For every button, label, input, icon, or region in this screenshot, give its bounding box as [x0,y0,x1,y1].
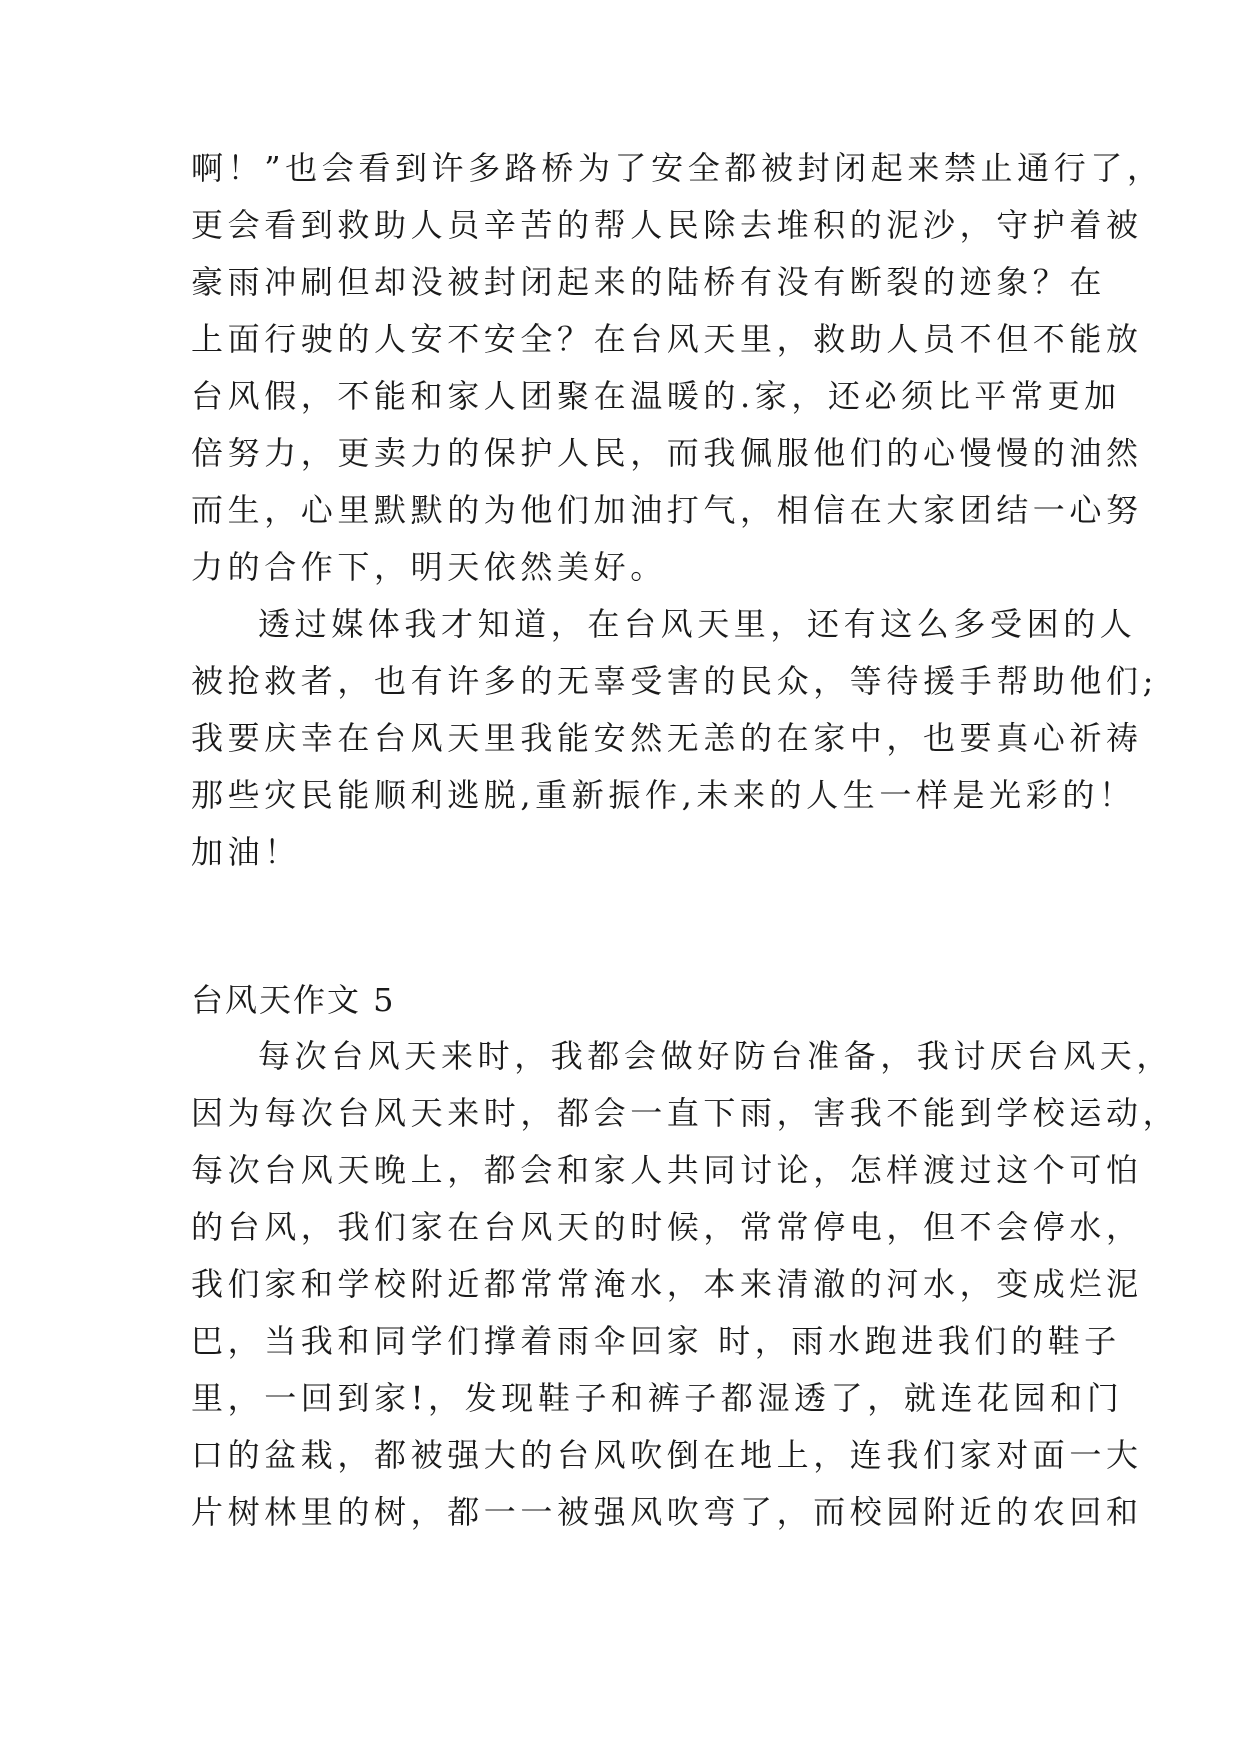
text-line: 倍努力，更卖力的保护人民，而我佩服他们的心慢慢的油然 [191,434,1143,472]
text-line: 台风假，不能和家人团聚在温暖的.家，还必须比平常更加 [191,377,1121,415]
text-line: 而生，心里默默的为他们加油打气，相信在大家团结一心努 [191,491,1143,529]
text-line: 我要庆幸在台风天里我能安然无恙的在家中，也要真心祈祷 [191,719,1143,757]
text-line: 片树林里的树，都一一被强风吹弯了，而校园附近的农回和 [191,1493,1143,1531]
text-line: 我们家和学校附近都常常淹水，本来清澈的河水，变成烂泥 [191,1265,1143,1303]
text-line: 的台风，我们家在台风天的时候，常常停电，但不会停水， [191,1208,1143,1246]
text-line: 口的盆栽，都被强大的台风吹倒在地上，连我们家对面一大 [191,1436,1143,1474]
text-line: 因为每次台风天来时，都会一直下雨，害我不能到学校运动， [191,1094,1180,1132]
text-line: 被抢救者，也有许多的无辜受害的民众，等待援手帮助他们; [191,662,1158,700]
text-line: 啊！”也会看到许多路桥为了安全都被封闭起来禁止通行了， [191,149,1164,187]
paragraph-first-line: 透过媒体我才知道，在台风天里，还有这么多受困的人 [258,605,1137,643]
text-line: 加油！ [191,833,301,871]
section-title: 台风天作文 5 [191,981,396,1019]
text-line: 里，一回到家!，发现鞋子和裤子都湿透了，就连花园和门 [191,1379,1124,1417]
paragraph-first-line: 每次台风天来时，我都会做好防台准备，我讨厌台风天， [258,1037,1174,1075]
text-line: 豪雨冲刷但却没被封闭起来的陆桥有没有断裂的迹象？在 [191,263,1107,301]
text-line: 每次台风天晚上，都会和家人共同讨论，怎样渡过这个可怕 [191,1151,1143,1189]
text-line: 巴，当我和同学们撑着雨伞回家 时，雨水跑进我们的鞋子 [191,1322,1121,1360]
text-line: 上面行驶的人安不安全？在台风天里，救助人员不但不能放 [191,320,1143,358]
text-line: 更会看到救助人员辛苦的帮人民除去堆积的泥沙，守护着被 [191,206,1143,244]
text-line: 力的合作下，明天依然美好。 [191,548,667,586]
text-line: 那些灾民能顺利逃脱,重新振作,未来的人生一样是光彩的！ [191,776,1136,814]
